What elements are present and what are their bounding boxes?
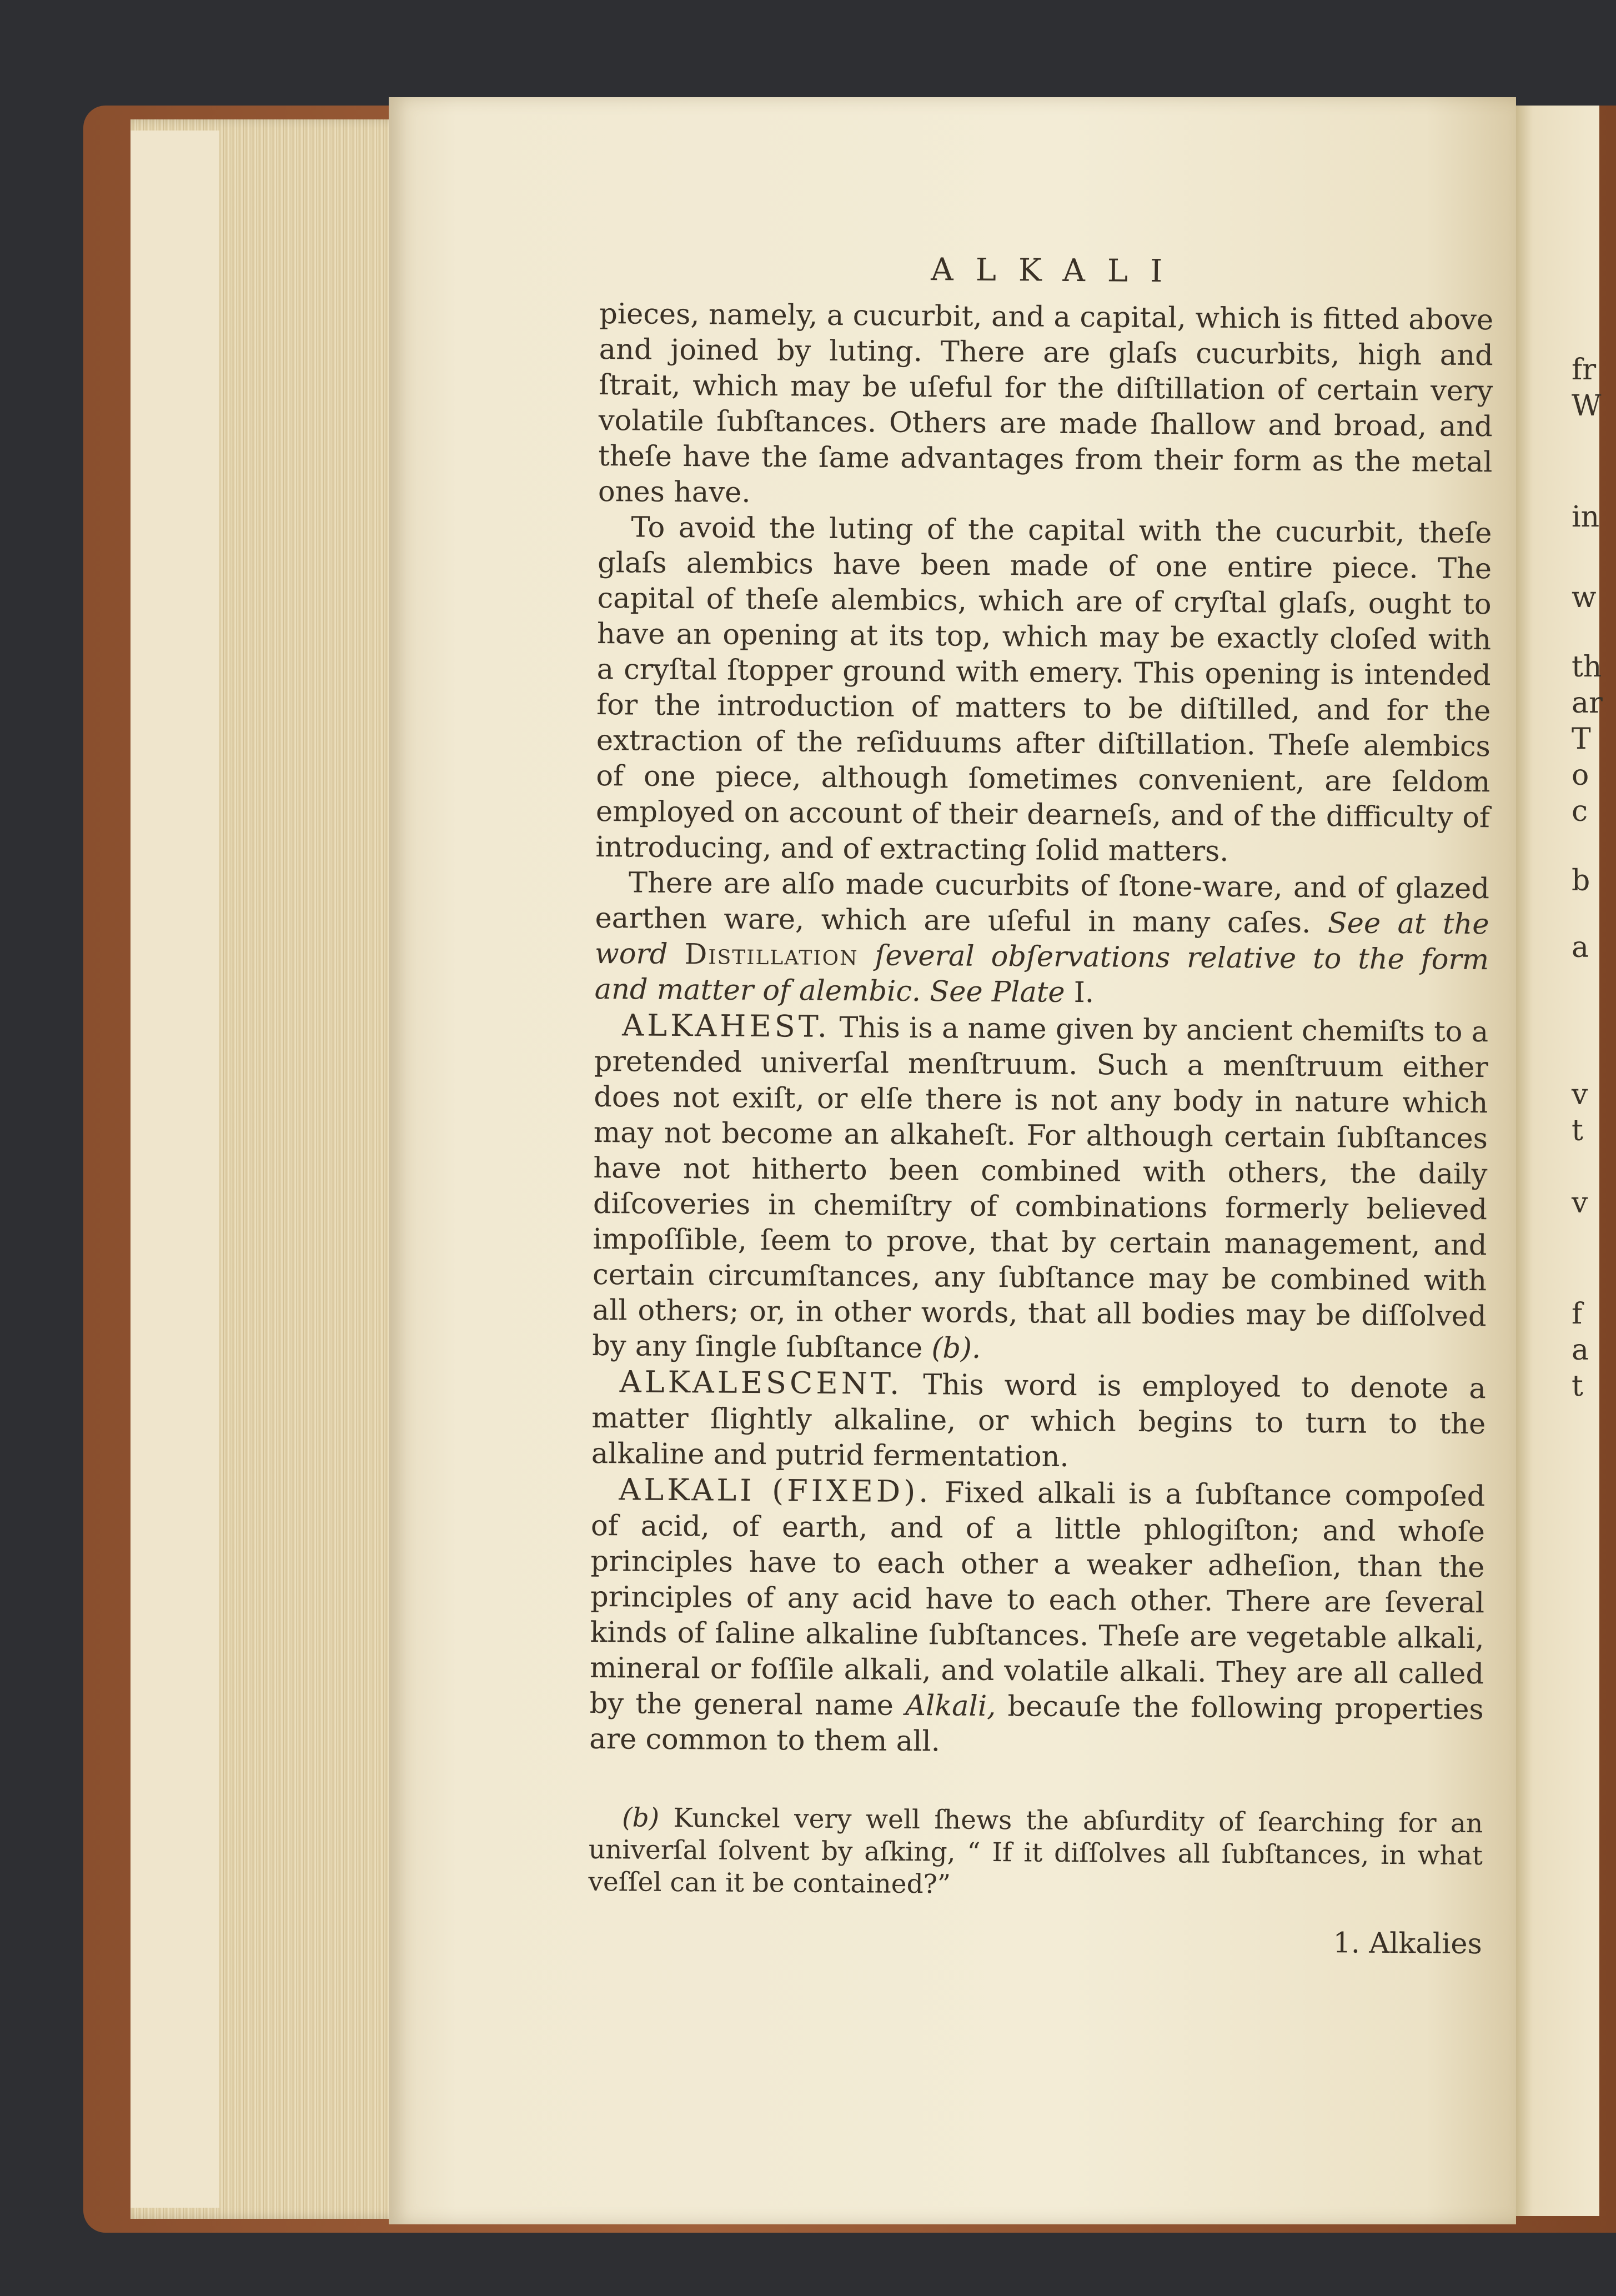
entry-text-end: becauſe the following properties are common to them all. (589, 1690, 1484, 1758)
facing-fragment: fr (1572, 353, 1597, 387)
italic-term: Alkali, (905, 1689, 996, 1723)
p3-text: There are alſo made cucurbits of ſtone-ware, and of glazed earthen ware, which are uſeful in many caſes. (595, 866, 1490, 940)
footnote (588, 1802, 1483, 1904)
facing-fragment: v (1572, 1186, 1588, 1220)
facing-fragment: in (1572, 500, 1600, 534)
entry-text: This word is employed to denote a matter ſlightly alkaline, or which begins to turn to the alkaline and putrid fermentation. (591, 1368, 1486, 1473)
several-observations: ſeveral obſervations relative to the form and matter of alembic. (594, 939, 1489, 1009)
facing-fragment: th (1572, 650, 1602, 684)
see-plate: See Plate (930, 975, 1065, 1009)
facing-fragment: a (1572, 931, 1589, 964)
catchword: 1. Alkalies (1333, 1927, 1482, 1961)
footnotes (588, 1802, 1483, 1904)
facing-fragment: b (1572, 864, 1590, 898)
entry-text: Fixed alkali is a ſubſtance compoſed of acid, of earth, and of a little phlogiſton; and whoſe principles have to each other a weaker adheſion, than the principles of any acid have to each other. There are ſeveral kinds of ſaline alkaline ſubſtances. Theſe are vegetable alkali, mineral or foſſile alkali, and volatile alkali. They are all called by the general name (589, 1476, 1485, 1722)
facing-fragment: t (1572, 1370, 1583, 1403)
facing-fragment: a (1572, 1334, 1589, 1367)
see-at: See at the word (594, 907, 1489, 971)
paragraph: pieces, namely, a cucurbit, and a capital, which is fitted above and joined by luting. There are glaſs cucurbits, high and ſtrait, which may be uſeful for the diſtillation of certain very volatile ſubſtances. Others are made ſhallow and broad, and theſe have the ſame advantages from their form as the metal ones have. (598, 297, 1494, 509)
paragraph: To avoid the luting of the capital with the cucurbit, theſe glaſs alembics have been made of one entire piece. The capital of theſe alembics, which are of cryſtal glaſs, ought to have an opening at its top, which may be exactly cloſed with a cryſtal ſtopper ground with emery. This opening is intended for the introduction of matters to be diſtilled, and for the extraction of the reſiduums after diſtillation. Theſe alembics of one piece, although ſometimes convenient, are ſeldom employed on account of their dearneſs, and of the difficulty of introducing, and of extracting ſolid matters. (595, 511, 1492, 868)
facing-fragment: c (1572, 795, 1588, 828)
entry-alkalescent (591, 1364, 1486, 1478)
paragraph (594, 865, 1489, 1014)
facing-fragment: t (1572, 1114, 1583, 1147)
entry-text: This is a name given by ancient chemiſts to a pretended univerſal menſtruum. Such a menſtruum either does not exiſt, or elſe there is not any body in nature which may not become an alkaheſt. For although certain ſubſtances have not hitherto been combined with others, the daily diſcoveries in chemiſtry of combinations formerly believed impoſſible, ſeem to prove, that by certain management, and certain circumſtances, any ſubſtance may be combined with all others; or, in other words, that all bodies may be diſſolved by any ſingle ſubſtance (592, 1011, 1489, 1365)
facing-fragment: f (1572, 1297, 1583, 1331)
entry-alkali-fixed (589, 1472, 1485, 1763)
plate-number: I. (1073, 976, 1095, 1010)
facing-fragment: o (1572, 759, 1589, 792)
page-content (588, 250, 1494, 1962)
footnote-ref: (b). (931, 1332, 981, 1365)
facing-fragment: T (1572, 723, 1591, 756)
entry-heading: ALKALESCENT. (619, 1364, 903, 1401)
footnote-text: Kunckel very well ſhews the abſurdity of ſearching for an univerſal ſolvent by aſking, “ If it diſſolves all ſubſtances, in what veſſel can it be contained?” (588, 1802, 1483, 1900)
entry-heading: ALKALI (FIXED). (619, 1472, 932, 1510)
entry-alkahest (592, 1007, 1488, 1370)
entry-heading: ALKAHEST. (622, 1007, 831, 1044)
flyleaf (131, 131, 219, 2208)
distillation-ref: Distillation (684, 938, 859, 972)
facing-fragment: W (1572, 389, 1602, 423)
facing-fragment: w (1572, 581, 1597, 614)
facing-fragment: v (1572, 1078, 1588, 1111)
running-head: ALKALI (931, 252, 1185, 290)
footnote-mark: (b) (622, 1802, 660, 1833)
facing-fragment: ar (1572, 686, 1603, 720)
